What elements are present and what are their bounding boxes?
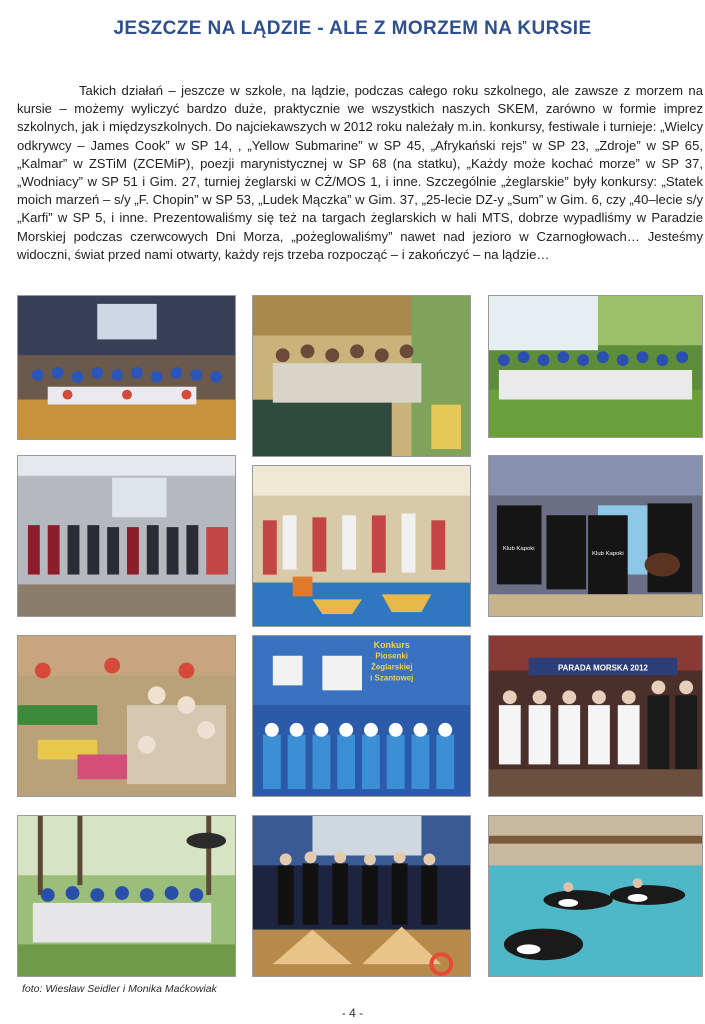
photo-stage-band: [252, 815, 471, 977]
shirt-text: Klub Kapoki: [592, 550, 624, 557]
photo-forest-camp-group: [17, 815, 236, 977]
photo-ship-models-table: [252, 465, 471, 627]
page-title: JESZCZE NA LĄDZIE - ALE Z MORZEM NA KURSIE: [113, 18, 592, 39]
photo-conference-room: [17, 455, 236, 617]
shirt-text: Klub Kapoki: [502, 545, 535, 552]
photo-credit: foto: Wiesław Seidler i Monika Maćkowiak: [22, 983, 217, 995]
photo-orca-pool: [488, 815, 703, 977]
banner-line: i Szantowej: [370, 673, 414, 683]
banner-line: Konkurs: [373, 639, 410, 650]
photo-school-hall-group: [17, 295, 236, 440]
article-body: Takich działań – jeszcze w szkole, na lądzie, podczas całego roku szkolnego, ale zawsze z morzem na kursie – możemy wyliczyć bardzo duże, praktycznie we wszystkich naszych SKEM, zarówno w formie imprez szkolnych, jak i międzyszkolnych. Do najciekawszych w 2012 roku należały m.in. konkursy, festiwale i turnieje: „Wielcy odkrywcy – James Cook” w SP 14, , „Yellow Submarine” w SP 45, „Afrykański rejs” w SP 23, „Zdroje” w SP 65, „Kalmar” w ZSTiM (ZCEMiP), poezji marynistycznej w SP 68 (na statku), „Każdy może kochać morze” w SP 37, „Wodniacy” w SP 51 i Gim. 27, turniej żeglarski w CŻ/MOS 1, i inne. Szczególnie „żeglarskie” były konkursy: „Statek moich marzeń – s/y „F. Chopin” w SP 53, „Ludek Mączka” w Gim. 37, „25-lecie DZ-y „Sum” w Gim. 6, czy „40–lecie s/y „Karfi” w SP 5, i inne. Prezentowaliśmy się też na targach żeglarskich w hali MTS, dobrze wypadliśmy w Paradzie Morskiej podczas czerwcowych Dni Morza, „pożeglowaliśmy” nawet nad jezioro w Czarnogłowach… Jesteśmy widoczni, świat przed nami otwarty, każdy rejs trzeba rozpocząć – i zakończyć – na lądzie…: [17, 83, 703, 262]
photo-art-workshop: [17, 635, 236, 797]
photo-grid: [17, 295, 703, 979]
photo-trade-fair-stand: [488, 455, 703, 617]
banner-text: PARADA MORSKA 2012: [557, 663, 648, 673]
banner-line: Piosenki: [375, 651, 409, 661]
page-number: - 4 -: [341, 1006, 364, 1020]
photo-outdoor-tent-group: [488, 295, 703, 438]
photo-sea-shanty-contest: [252, 635, 471, 797]
banner-line: Żeglarskiej: [371, 662, 413, 672]
photo-sea-parade: [488, 635, 703, 797]
photo-exhibition-group: [252, 295, 471, 457]
